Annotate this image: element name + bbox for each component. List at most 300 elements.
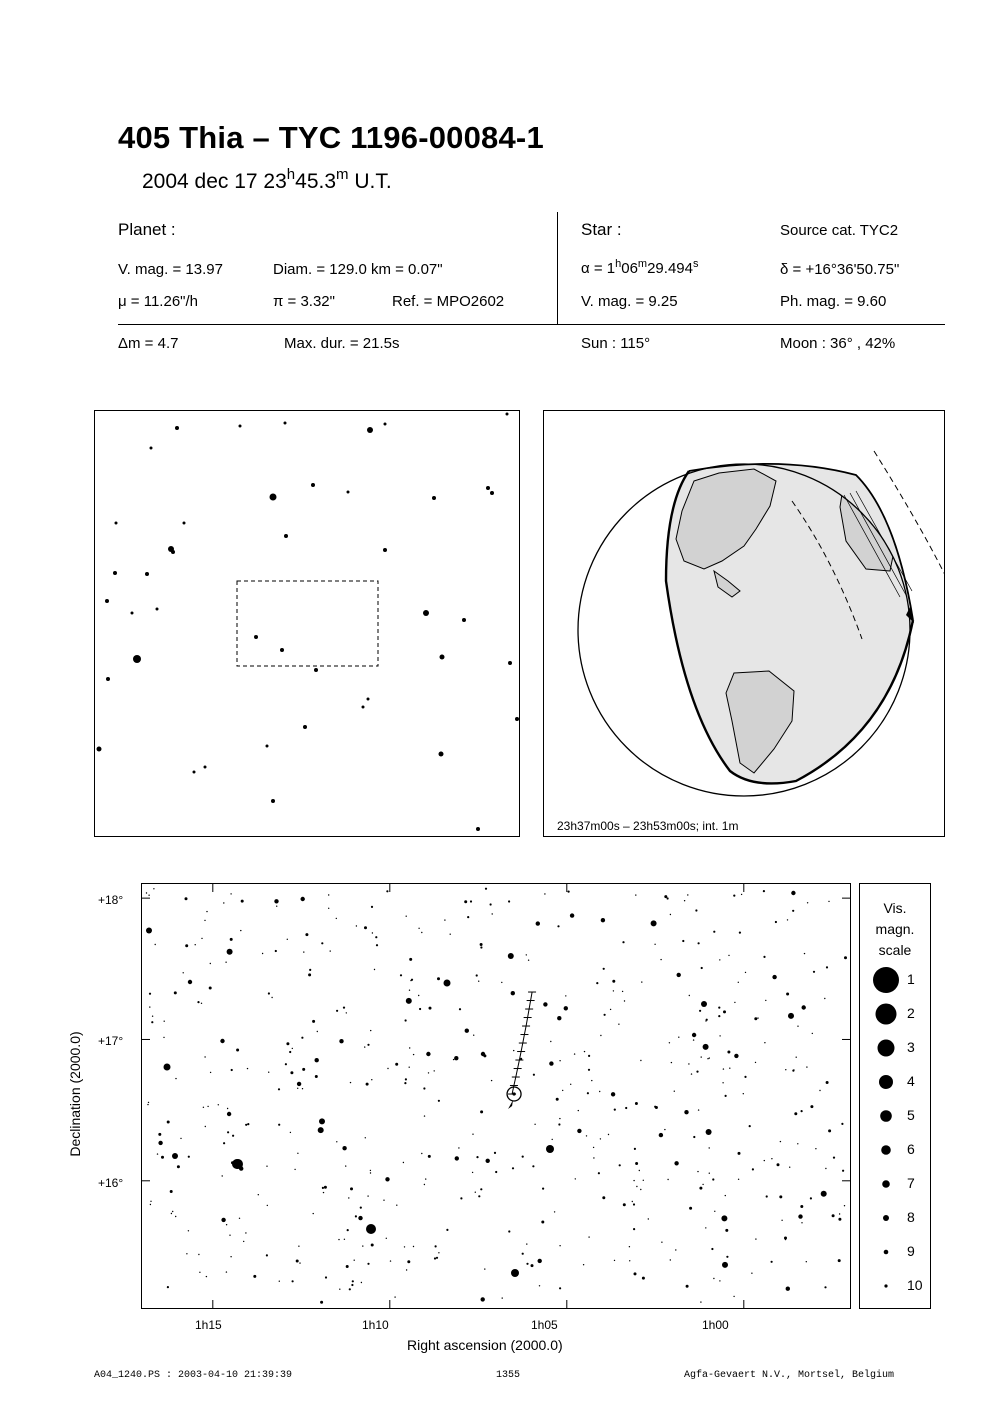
star-dot <box>292 1048 293 1049</box>
star-dot <box>183 972 184 973</box>
star-dot <box>775 921 777 923</box>
star-dot <box>824 1286 826 1288</box>
star-dot <box>712 1178 714 1180</box>
star-dot <box>593 1157 594 1158</box>
star-dot <box>486 486 490 490</box>
star-dot <box>406 1269 407 1270</box>
y-tick-18: +18° <box>98 893 124 907</box>
star-dot <box>155 944 156 945</box>
star-dot <box>367 698 370 701</box>
star-dot <box>462 618 466 622</box>
star-dot <box>223 1142 225 1144</box>
star-dot <box>113 571 117 575</box>
star-dot <box>284 534 288 538</box>
footer-page: 1355 <box>496 1370 521 1381</box>
star-dot <box>675 1249 676 1250</box>
star-dot <box>640 1189 641 1190</box>
star-dot <box>508 661 512 665</box>
star-dot <box>350 1082 351 1083</box>
star-dot <box>789 1167 790 1168</box>
star-dot <box>428 1155 431 1158</box>
star-dot <box>813 971 815 973</box>
star-dot <box>604 1014 606 1016</box>
star-dot <box>734 1054 738 1058</box>
star-dot <box>409 958 412 961</box>
star-dot <box>311 483 315 487</box>
star-dot <box>105 599 109 603</box>
star-dot <box>787 919 788 920</box>
star-dot <box>315 1075 318 1078</box>
star-dot <box>222 1175 223 1176</box>
star-dot <box>268 992 270 994</box>
star-dot <box>204 920 205 921</box>
star-dot <box>751 1273 752 1274</box>
star-dot <box>688 1063 689 1064</box>
star-dot <box>324 1186 327 1189</box>
star-dot <box>584 1051 585 1052</box>
star-dot <box>344 1239 345 1240</box>
star-dot <box>270 494 277 501</box>
star-dot <box>706 1129 712 1135</box>
star-dot <box>755 1238 756 1239</box>
magnitude-label: 8 <box>907 1209 915 1225</box>
magnitude-dot <box>879 1075 893 1089</box>
star-dot <box>490 491 494 495</box>
star-dot <box>526 954 527 955</box>
star-dot <box>210 1072 211 1073</box>
star-dot <box>654 944 655 945</box>
star-dot <box>319 1118 325 1124</box>
star-dot <box>709 1173 710 1174</box>
scale-title-1: Vis. <box>883 900 907 916</box>
star-dot <box>781 1220 782 1221</box>
star-dot <box>299 1262 300 1263</box>
star-dot <box>266 1254 268 1256</box>
star-dot <box>689 995 690 996</box>
star-dot <box>640 1060 641 1061</box>
star-dot <box>703 1044 709 1050</box>
star-dot <box>205 1126 206 1127</box>
star-dot <box>536 921 540 925</box>
star-dot <box>243 1241 244 1242</box>
star-dot <box>699 1187 702 1190</box>
star-dot <box>806 1066 807 1067</box>
star-dot <box>349 1288 351 1290</box>
y-tick-17: +17° <box>98 1034 124 1048</box>
star-dot <box>544 893 545 894</box>
star-dot <box>570 1084 571 1085</box>
star-dot <box>478 981 479 982</box>
bright-star-dot <box>172 1153 178 1159</box>
star-dot <box>700 1301 701 1302</box>
star-dot <box>418 995 419 996</box>
star-dot <box>651 920 657 926</box>
star-dot <box>97 747 102 752</box>
star-dot <box>245 1232 246 1233</box>
magnitude-label: 10 <box>907 1277 923 1293</box>
star-dot <box>148 1102 149 1103</box>
star-dot <box>725 1195 726 1196</box>
star-dot <box>667 897 669 899</box>
star-dot <box>718 1015 720 1017</box>
star-dot <box>661 1242 662 1243</box>
star-dot <box>539 1285 540 1286</box>
bright-star-dot <box>164 1064 171 1071</box>
star-dot <box>618 1024 619 1025</box>
star-dot <box>686 1285 689 1288</box>
magnitude-dot <box>883 1215 889 1221</box>
magnitude-label: 6 <box>907 1141 915 1157</box>
star-dot <box>674 1161 678 1165</box>
star-dot <box>841 1123 843 1125</box>
bright-star-dot <box>444 980 451 987</box>
star-dot <box>437 977 440 980</box>
star-dot <box>792 910 794 912</box>
star-dot <box>494 1152 496 1154</box>
star-dot <box>480 1110 483 1113</box>
footer-credit: Agfa-Gevaert N.V., Mortsel, Belgium <box>684 1370 895 1381</box>
star-dot <box>434 1257 436 1259</box>
star-dot <box>779 1195 782 1198</box>
star-dot <box>314 668 318 672</box>
star-dot <box>701 967 703 969</box>
star-dot <box>839 1213 840 1214</box>
finder-chart <box>95 411 519 836</box>
star-dot <box>610 1009 611 1010</box>
star-dot <box>557 1016 561 1020</box>
star-dot <box>313 1213 314 1214</box>
star-dot <box>713 1278 714 1279</box>
star-dot <box>351 1284 353 1286</box>
star-dot <box>436 1257 438 1259</box>
planet-motion: μ = 11.26"/h <box>118 293 198 310</box>
star-dot <box>258 1194 259 1195</box>
star-dot <box>711 1248 713 1250</box>
star-dot <box>152 1016 153 1017</box>
star-dot <box>804 953 805 954</box>
star-dot <box>785 1069 786 1070</box>
star-dot <box>641 981 642 982</box>
star-dot <box>508 1230 510 1232</box>
planet-parallax: π = 3.32" <box>273 293 335 310</box>
star-dot <box>764 1160 765 1161</box>
star-dot <box>513 1050 514 1051</box>
star-dot <box>667 1179 668 1180</box>
star-dot <box>832 1214 835 1217</box>
star-dot <box>271 799 275 803</box>
star-dot <box>602 919 604 921</box>
star-dot <box>588 1069 590 1071</box>
star-dot <box>559 1287 561 1289</box>
star-dot <box>383 548 387 552</box>
star-dot <box>522 1253 524 1255</box>
star-dot <box>146 892 147 893</box>
star-dot <box>247 1068 248 1069</box>
star-dot <box>458 1147 459 1148</box>
star-dot <box>302 1088 303 1089</box>
star-dot <box>156 608 159 611</box>
star-dot <box>115 522 118 525</box>
star-dot <box>743 1093 744 1094</box>
star-dot <box>153 888 154 889</box>
star-dot <box>786 1287 790 1291</box>
star-dot <box>424 1115 425 1116</box>
star-dot <box>384 423 387 426</box>
star-dot <box>723 1010 726 1013</box>
star-dot <box>338 1239 339 1240</box>
star-dot <box>188 1230 189 1231</box>
star-dot <box>146 928 152 934</box>
star-dot <box>171 550 175 554</box>
star-dot <box>193 771 196 774</box>
star-dot <box>801 1222 802 1223</box>
star-dot <box>635 1162 638 1165</box>
star-dot <box>612 980 615 983</box>
star-dot <box>206 1276 207 1277</box>
star-dot <box>289 1051 291 1053</box>
star-dot <box>719 1280 720 1281</box>
star-dot <box>797 1143 798 1144</box>
footer-file: A04_1240.PS : 2003-04-10 21:39:39 <box>94 1370 293 1381</box>
star-dot <box>266 1166 267 1167</box>
x-axis-label: Right ascension (2000.0) <box>407 1337 563 1353</box>
star-dot <box>434 1070 435 1071</box>
star-dot <box>131 612 134 615</box>
star-dot <box>696 1071 698 1073</box>
star-dot <box>343 1007 345 1009</box>
star-dot <box>350 1187 353 1190</box>
star-dot <box>800 1205 803 1208</box>
star-dot <box>204 766 207 769</box>
planet-diameter: Diam. = 129.0 km = 0.07" <box>273 261 443 278</box>
star-dot <box>400 974 402 976</box>
star-dot <box>354 1260 355 1261</box>
star-dot <box>360 1207 362 1209</box>
table-divider-vertical <box>557 212 558 324</box>
star-dot <box>825 1168 826 1169</box>
star-dot <box>842 1170 844 1172</box>
star-dot <box>689 1207 692 1210</box>
star-dot <box>284 422 287 425</box>
star-dot <box>557 925 559 927</box>
star-dot <box>697 1171 698 1172</box>
star-dot <box>330 950 331 951</box>
star-dot <box>577 1129 581 1133</box>
star-dot <box>669 1042 670 1043</box>
star-dot <box>294 1169 295 1170</box>
finder-chart-panel <box>94 410 520 837</box>
star-dot <box>844 1205 845 1206</box>
star-dot <box>532 1165 534 1167</box>
star-dot <box>367 1263 369 1265</box>
star-dot <box>266 745 269 748</box>
star-dot <box>796 1057 797 1058</box>
star-dot <box>275 950 277 952</box>
star-heading: Star : <box>581 220 622 239</box>
star-dot <box>793 1069 794 1070</box>
star-dot <box>723 1068 724 1069</box>
star-dot <box>218 1104 219 1105</box>
star-dot <box>706 1019 708 1021</box>
star-dot <box>347 491 350 494</box>
star-dot <box>370 1172 371 1173</box>
star-dot <box>534 1124 535 1125</box>
star-dot <box>297 1153 298 1154</box>
star-dot <box>614 1109 616 1111</box>
globe-panel <box>543 410 945 837</box>
star-dot <box>428 1072 429 1073</box>
star-dot <box>149 1006 150 1007</box>
star-dot <box>698 1109 699 1110</box>
star-dot <box>297 1088 298 1089</box>
star-dot <box>733 895 735 897</box>
star-dot <box>599 1091 600 1092</box>
star-dot <box>821 1191 827 1197</box>
star-dot <box>223 902 224 903</box>
star-dot <box>648 1218 649 1219</box>
star-dot <box>812 1033 813 1034</box>
star-dot <box>207 1106 208 1107</box>
star-dot <box>287 939 288 940</box>
star-dot <box>478 1195 480 1197</box>
star-dot <box>511 991 515 995</box>
star-dot <box>286 1042 289 1045</box>
star-dot <box>347 1229 349 1231</box>
star-dot <box>721 1215 727 1221</box>
star-dot <box>531 1264 534 1267</box>
star-dot <box>508 900 510 902</box>
star-dot <box>744 1076 746 1078</box>
star-dot <box>342 1146 346 1150</box>
star-dot <box>559 1245 560 1246</box>
star-dot <box>549 1061 553 1065</box>
star-dot <box>407 1260 410 1263</box>
star-dot <box>418 928 419 929</box>
star-dot <box>780 1141 781 1142</box>
star-dot <box>522 1156 524 1158</box>
y-axis-label: Declination (2000.0) <box>67 1031 83 1157</box>
star-dot <box>476 1156 478 1158</box>
star-dot <box>230 893 231 894</box>
star-dot <box>268 1072 269 1073</box>
star-dot <box>542 1188 544 1190</box>
star-dot <box>476 827 480 831</box>
target-star <box>512 1092 515 1095</box>
star-dot <box>643 1180 644 1181</box>
star-dot <box>764 1042 765 1043</box>
star-dot <box>624 1000 625 1001</box>
star-dot <box>824 998 825 999</box>
star-dot <box>364 1046 365 1047</box>
star-dot <box>587 1092 589 1094</box>
star-dot <box>253 1275 256 1278</box>
star-dot <box>608 1134 609 1135</box>
magnitude-label: 4 <box>907 1073 915 1089</box>
star-dot <box>501 982 502 983</box>
star-dot <box>749 1125 751 1127</box>
star-dot <box>786 993 789 996</box>
star-dot <box>634 1148 636 1150</box>
star-dot <box>709 1147 710 1148</box>
star-dot <box>227 1131 229 1133</box>
star-dot <box>278 1088 280 1090</box>
star-dot <box>802 1005 806 1009</box>
star-dot <box>738 982 739 983</box>
sun-elongation: Sun : 115° <box>581 335 651 352</box>
star-dot <box>564 1006 568 1010</box>
star-dot <box>305 933 308 936</box>
star-dot <box>480 1188 482 1190</box>
star-dot <box>278 1124 280 1126</box>
star-dot <box>413 1054 414 1055</box>
star-dot <box>502 1297 503 1298</box>
star-dot <box>423 1087 425 1089</box>
star-dot <box>386 890 388 892</box>
star-dot <box>164 1021 165 1022</box>
star-dot <box>385 1177 389 1181</box>
star-dot <box>241 900 244 903</box>
star-dot <box>367 427 373 433</box>
star-dot <box>833 1157 835 1159</box>
x-tick-1h15: 1h15 <box>195 1318 222 1332</box>
star-dot <box>485 888 487 890</box>
star-dot <box>733 1296 734 1297</box>
star-dot <box>386 1238 387 1239</box>
star-dot <box>828 1129 831 1132</box>
star-dot <box>671 1062 672 1063</box>
page-title: 405 Thia – TYC 1196-00084-1 <box>118 120 544 155</box>
star-dot <box>670 1259 671 1260</box>
magnitude-label: 3 <box>907 1039 915 1055</box>
star-dot <box>593 1147 594 1148</box>
star-dot <box>526 1243 527 1244</box>
planet-vmag: V. mag. = 13.97 <box>118 261 223 278</box>
star-dot <box>203 1107 204 1108</box>
star-dot <box>619 1164 621 1166</box>
star-dot <box>403 1162 404 1163</box>
star-dot <box>629 1260 630 1261</box>
star-dot <box>565 995 566 996</box>
star-dot <box>236 1049 239 1052</box>
bright-star-dot <box>366 1224 376 1234</box>
star-dot <box>788 1013 794 1019</box>
max-duration: Max. dur. = 21.5s <box>284 335 400 352</box>
star-dot <box>318 1127 324 1133</box>
magnitude-label: 2 <box>907 1005 915 1021</box>
star-dot <box>231 1069 233 1071</box>
star-dot <box>262 953 263 954</box>
star-dot <box>838 1259 841 1262</box>
star-dot <box>366 1083 369 1086</box>
star-dot <box>374 969 375 970</box>
star-dot <box>328 894 329 895</box>
star-dot <box>185 944 188 947</box>
star-dot <box>356 925 357 926</box>
star-dot <box>699 1010 701 1012</box>
star-dot <box>309 969 311 971</box>
star-dot <box>728 955 729 956</box>
star-dot <box>170 1190 173 1193</box>
star-dot <box>336 1010 338 1012</box>
star-dot <box>358 1216 362 1220</box>
star-dot <box>664 895 667 898</box>
star-dot <box>177 1165 180 1168</box>
star-dot <box>376 944 378 946</box>
star-dot <box>339 1289 340 1290</box>
star-dot <box>454 1056 458 1060</box>
star-dot <box>409 990 410 991</box>
star-dot <box>771 1261 773 1263</box>
